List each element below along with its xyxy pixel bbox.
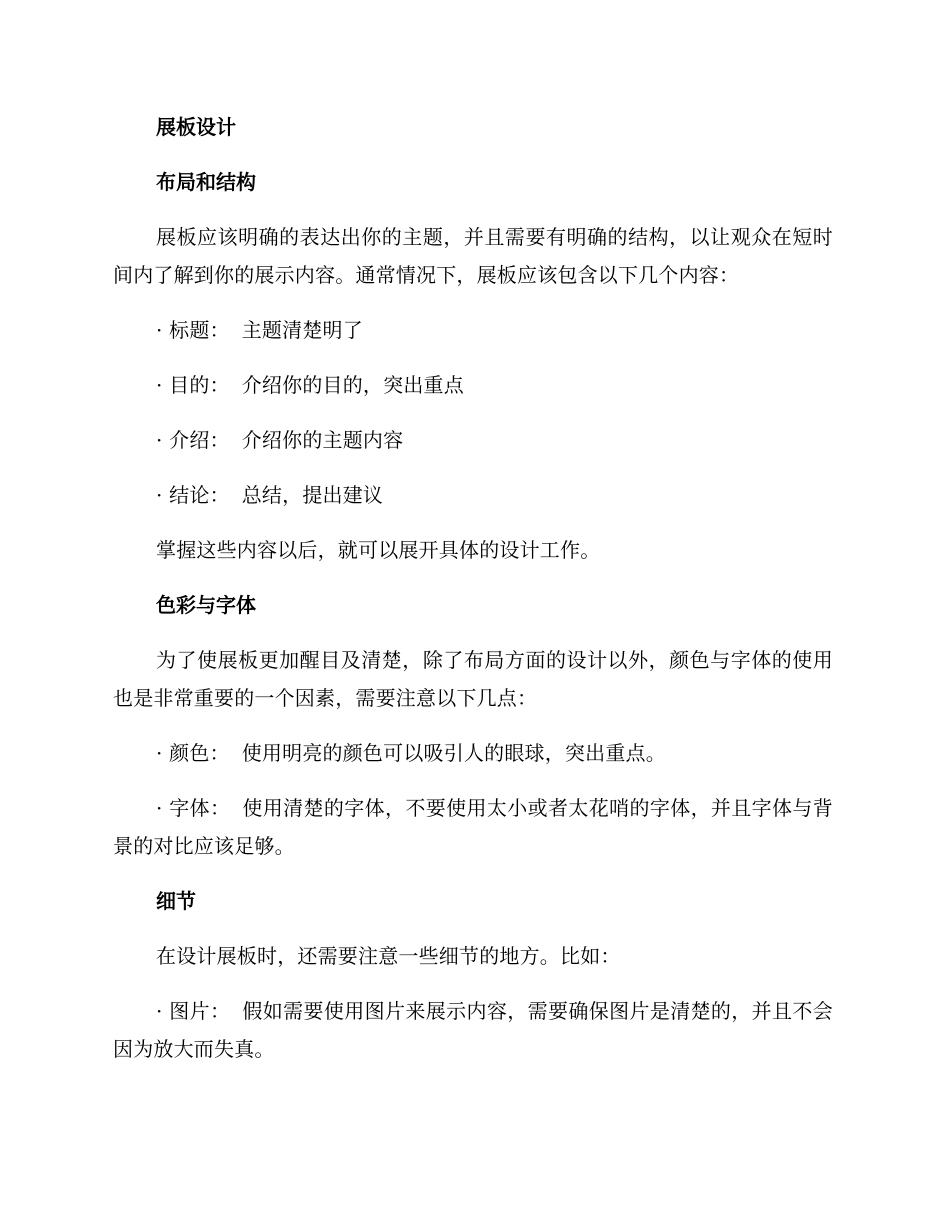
section-layout-intro: 展板应该明确的表达出你的主题，并且需要有明确的结构，以让观众在短时间内了解到你的展示内容。通常情况下，展板应该包含以下几个内容：	[113, 225, 833, 287]
bullet-text: 使用明亮的颜色可以吸引人的眼球，突出重点。	[241, 741, 666, 765]
bullet-item	[113, 476, 833, 514]
document-body	[113, 108, 833, 1085]
bullet-label: · 颜色：	[156, 741, 230, 765]
bullet-text: 使用清楚的字体，不要使用太小或者太花哨的字体，并且字体与背景的对比应该足够。	[113, 796, 833, 858]
bullet-text: 假如需要使用图片来展示内容，需要确保图片是清楚的，并且不会因为放大而失真。	[113, 999, 833, 1061]
bullet-label: · 图片：	[156, 999, 231, 1023]
document-title: 展板设计	[156, 115, 236, 139]
section-heading-layout: 布局和结构	[156, 170, 256, 194]
bullet-label: · 标题：	[156, 318, 230, 342]
section-layout-outro: 掌握这些内容以后，就可以展开具体的设计工作。	[156, 538, 601, 562]
section-details-intro: 在设计展板时，还需要注意一些细节的地方。比如：	[156, 944, 621, 968]
bullet-text: 介绍你的主题内容	[241, 428, 404, 452]
bullet-item	[113, 366, 833, 404]
bullet-text: 介绍你的目的，突出重点	[241, 373, 464, 397]
bullet-item	[113, 992, 833, 1068]
bullet-label: · 目的：	[156, 373, 230, 397]
bullet-item	[113, 734, 833, 772]
section-heading-color-font: 色彩与字体	[156, 593, 256, 617]
bullet-label: · 结论：	[156, 483, 230, 507]
section-color-font-intro: 为了使展板更加醒目及清楚，除了布局方面的设计以外，颜色与字体的使用也是非常重要的一个因素，需要注意以下几点：	[113, 648, 833, 710]
section-heading-details: 细节	[156, 889, 196, 913]
bullet-label: · 字体：	[156, 796, 231, 820]
bullet-item	[113, 311, 833, 349]
bullet-label: · 介绍：	[156, 428, 230, 452]
bullet-text: 总结，提出建议	[241, 483, 384, 507]
bullet-item	[113, 789, 833, 865]
bullet-text: 主题清楚明了	[241, 318, 363, 342]
bullet-item	[113, 421, 833, 459]
